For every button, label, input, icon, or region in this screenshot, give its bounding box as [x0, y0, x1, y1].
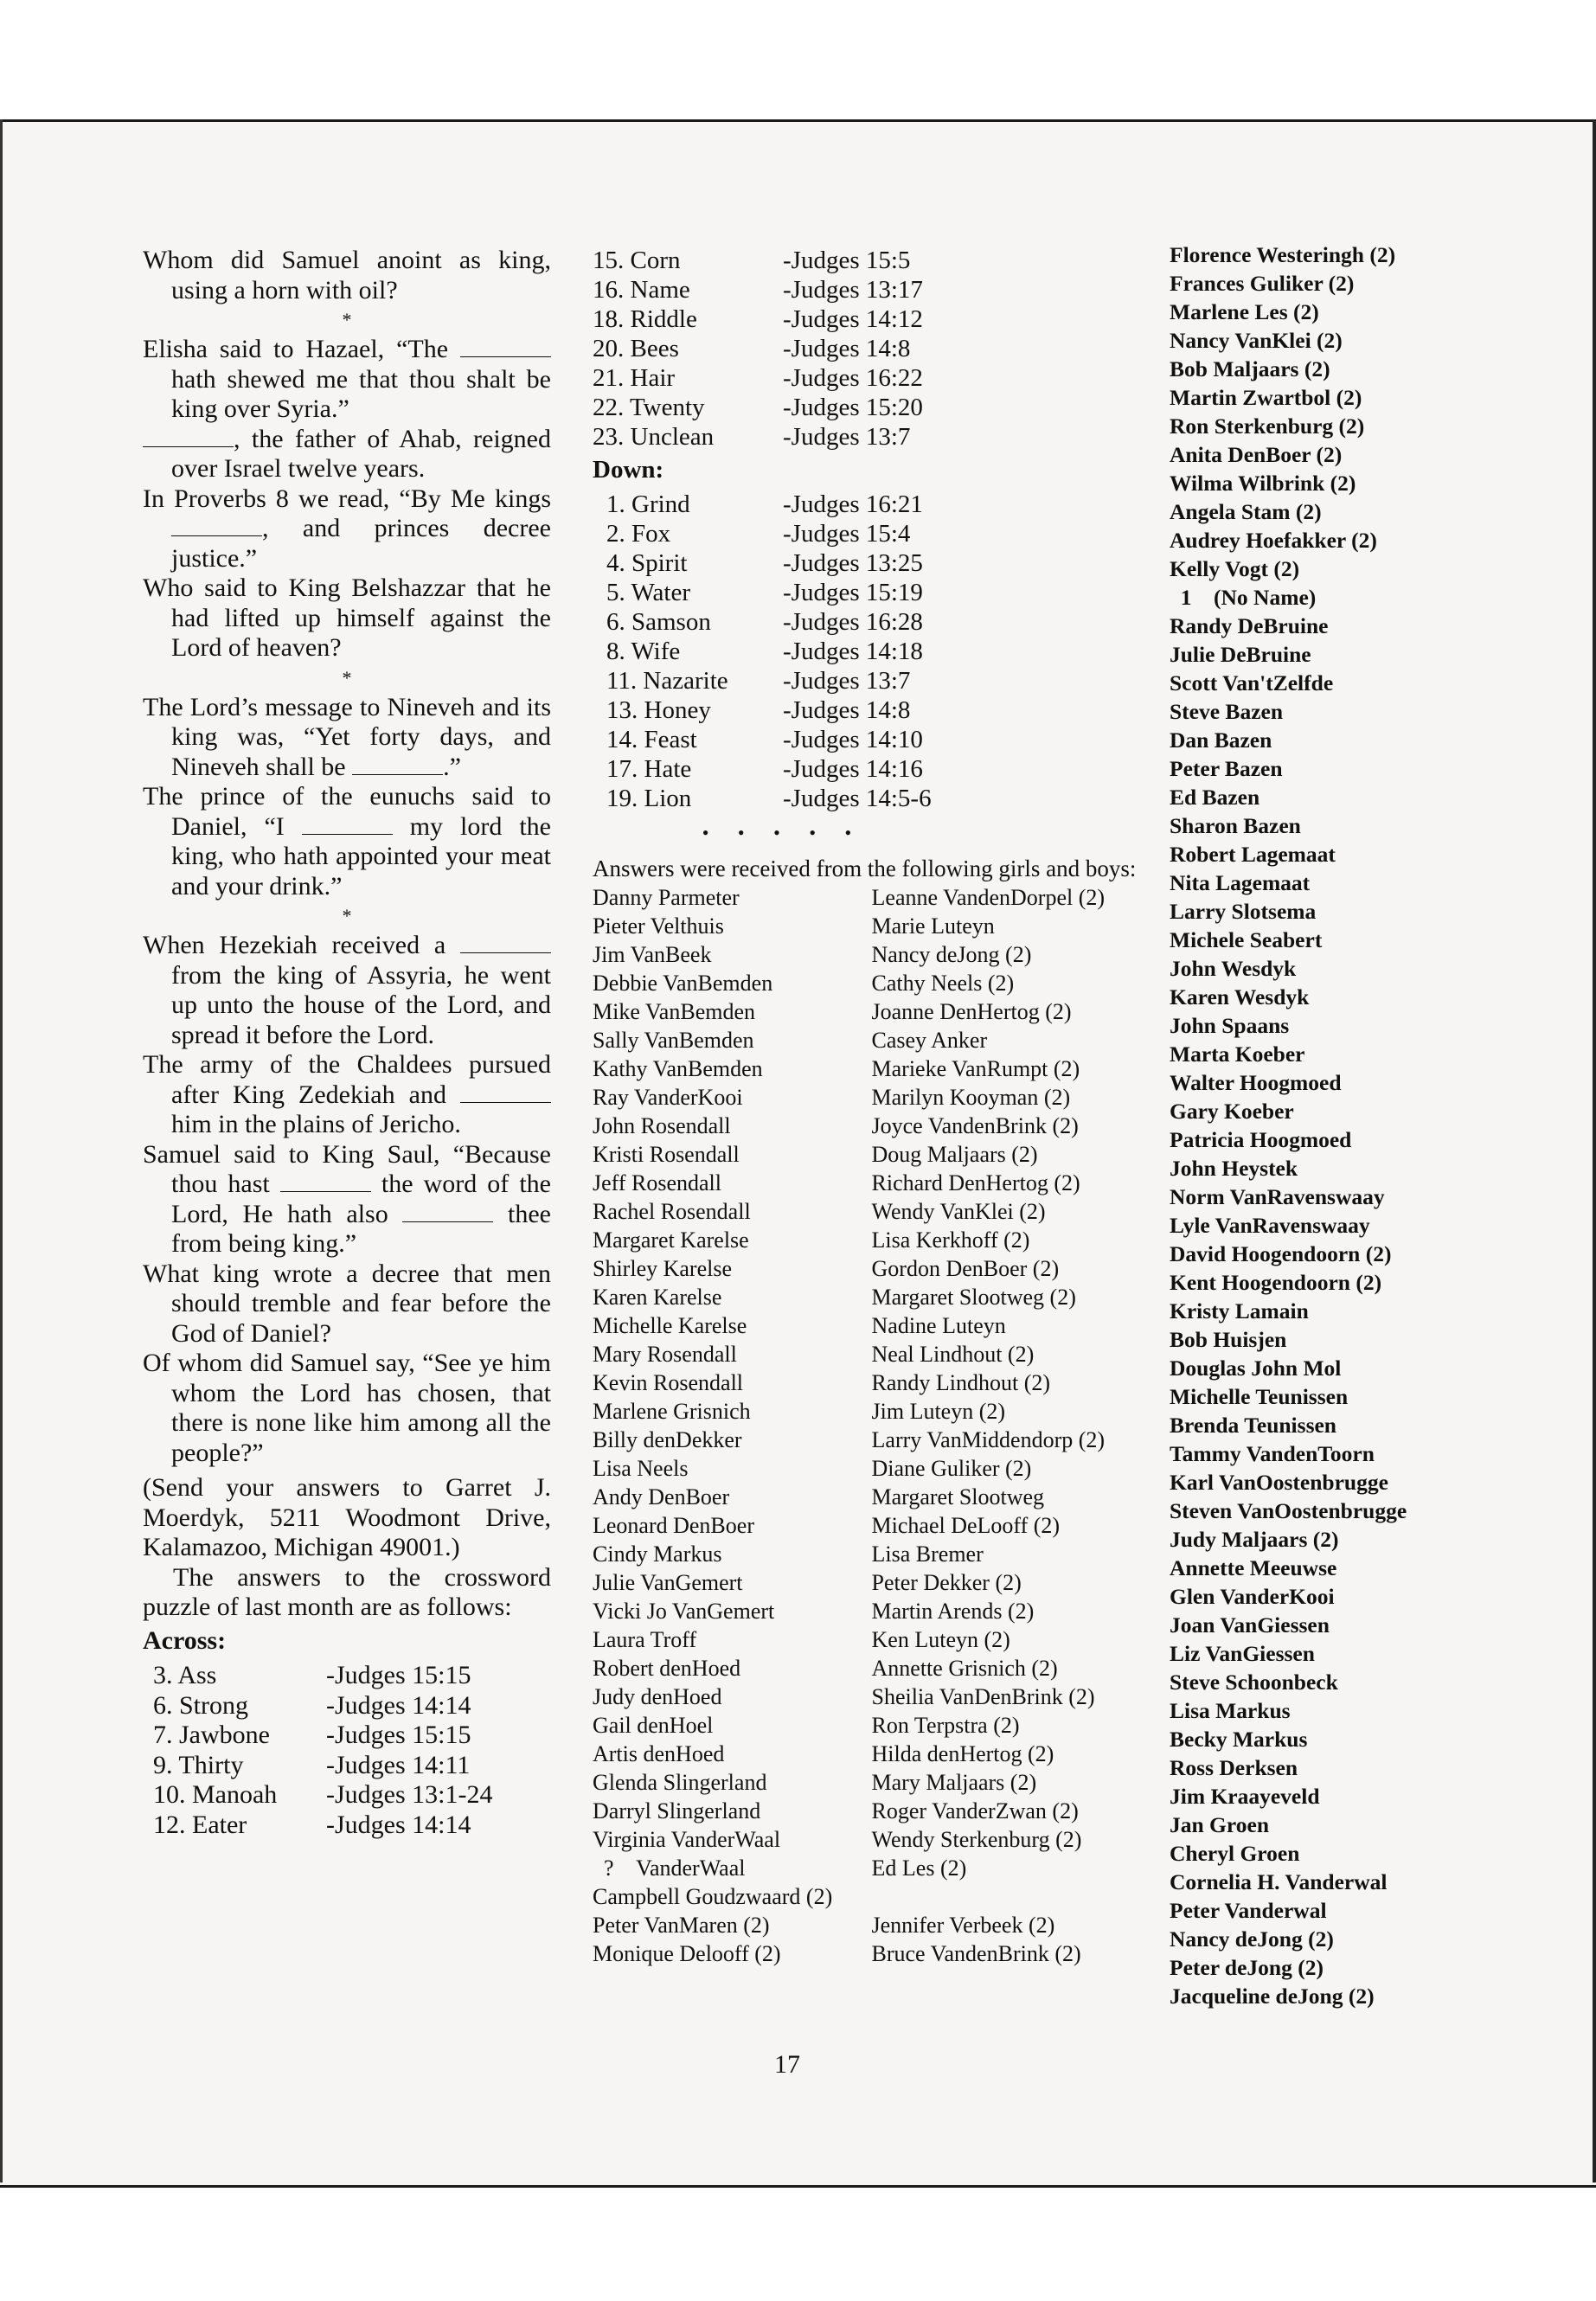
contributor-name: Cindy Markus — [593, 1541, 722, 1567]
question-text: , the father of Ahab, reigned over Israel twelve years. — [171, 424, 551, 483]
answer-row — [593, 695, 932, 725]
contributor-name: Jennifer Verbeek (2) — [871, 1913, 1055, 1938]
contributor-name: Judy Maljaars (2) — [1170, 1527, 1339, 1552]
contributor-name: Billy denDekker — [593, 1427, 742, 1452]
contributor-name: Jim Luteyn (2) — [871, 1399, 1006, 1424]
names-column-b — [872, 883, 1155, 1968]
question-text: The prince of the eunuchs said to Daniel, “I — [143, 782, 551, 841]
answer-word: 10. Manoah — [153, 1780, 278, 1809]
contributor-name: Dan Bazen — [1170, 727, 1272, 753]
contributor-name: Ron Terpstra (2) — [871, 1713, 1020, 1738]
question-text: The army of the Chaldees pursued after King Zedekiah and — [143, 1050, 551, 1109]
answer-row — [593, 548, 932, 578]
question-text: my lord the king, who hath appointed your meat and your drink.” — [171, 811, 551, 901]
answer-word: 13. Honey — [606, 696, 711, 724]
contributor-name: Karen Karelse — [593, 1285, 722, 1310]
contributor-name: Bob Maljaars (2) — [1170, 356, 1330, 381]
contributor-name: Richard DenHertog (2) — [871, 1170, 1080, 1195]
contributor-name: Scott Van'tZelfde — [1170, 670, 1334, 695]
answer-reference: -Judges 14:16 — [783, 755, 923, 783]
answer-row — [143, 1751, 492, 1781]
question-text: Who said to King Belshazzar that he had lifted up himself against the Lord of heaven? — [143, 574, 551, 662]
contributor-name: Ron Sterkenburg (2) — [1170, 413, 1365, 439]
question — [143, 425, 551, 484]
answer-row — [593, 275, 923, 304]
contributor-name: Peter Dekker (2) — [871, 1570, 1022, 1595]
contributor-name: Joanne DenHertog (2) — [871, 999, 1072, 1024]
answer-row — [593, 246, 923, 275]
answer-row — [593, 784, 932, 813]
contributor-name: Michael DeLooff (2) — [871, 1513, 1061, 1538]
contributor-name: Tammy VandenToorn — [1170, 1441, 1375, 1466]
contributor-name: Jan Groen — [1170, 1812, 1269, 1837]
contributor-name: Norm VanRavenswaay — [1170, 1184, 1385, 1209]
contributor-name: Wilma Wilbrink (2) — [1170, 471, 1356, 496]
answer-word: 19. Lion — [606, 785, 692, 812]
answers-column — [593, 246, 1155, 1968]
contributor-name: Michele Seabert — [1170, 927, 1323, 952]
question — [143, 574, 551, 663]
question-text: Samuel said to King Saul, “Because thou hast — [143, 1139, 551, 1198]
contributor-name: Nadine Luteyn — [871, 1313, 1006, 1338]
contributor-name: Casey Anker — [871, 1028, 988, 1053]
answer-word: 5. Water — [606, 579, 690, 606]
contributor-name: Randy Lindhout (2) — [871, 1370, 1051, 1395]
answer-reference: -Judges 14:18 — [783, 638, 923, 665]
across-answers-table-continued — [593, 246, 923, 452]
contributor-name: Cheryl Groen — [1170, 1841, 1300, 1866]
contributor-name: Shirley Karelse — [593, 1256, 733, 1281]
contributor-name: Glen VanderKooi — [1170, 1584, 1335, 1609]
answer-row — [593, 519, 932, 548]
answer-word: 1. Grind — [606, 490, 690, 518]
contributor-name: Wendy Sterkenburg (2) — [871, 1827, 1082, 1852]
contributor-name: Wendy VanKlei (2) — [871, 1199, 1046, 1224]
answer-reference: -Judges 15:20 — [783, 394, 923, 421]
answer-word: 8. Wife — [606, 638, 681, 665]
contributor-name: Marieke VanRumpt (2) — [871, 1056, 1080, 1081]
contributor-name: Florence Westeringh (2) — [1170, 242, 1396, 267]
answer-blank — [143, 427, 234, 447]
contributor-name: Vicki Jo VanGemert — [593, 1599, 775, 1624]
answer-word: 18. Riddle — [593, 305, 697, 333]
contributor-name: Brenda Teunissen — [1170, 1413, 1336, 1438]
contributor-name: Steven VanOostenbrugge — [1170, 1498, 1407, 1523]
page-number: 17 — [774, 2050, 800, 2079]
contributor-name: Julie DeBruine — [1170, 642, 1311, 667]
contributor-name: Joyce VandenBrink (2) — [871, 1113, 1079, 1138]
separator-dots: • • • • • — [702, 822, 864, 843]
answer-row — [593, 754, 932, 784]
contributor-name: Cornelia H. Vanderwal — [1170, 1869, 1388, 1894]
contributor-name: Ross Derksen — [1170, 1755, 1298, 1780]
contributor-name: Lisa Markus — [1170, 1698, 1291, 1723]
contributor-name: Annette Grisnich (2) — [871, 1656, 1058, 1681]
answer-reference: -Judges 16:28 — [783, 608, 923, 636]
answer-row — [593, 578, 932, 607]
contributor-name: Gail denHoel — [593, 1713, 714, 1738]
contributor-name: Lisa Kerkhoff (2) — [871, 1227, 1030, 1253]
contributor-name: Bruce VandenBrink (2) — [871, 1941, 1081, 1966]
contributor-name: Mary Rosendall — [593, 1342, 737, 1367]
answer-word: 6. Samson — [606, 608, 711, 636]
contributor-name: Walter Hoogmoed — [1170, 1070, 1342, 1095]
across-answers-table — [143, 1661, 492, 1840]
contributor-name: Jacqueline deJong (2) — [1170, 1984, 1375, 2009]
contributor-name: Marlene Les (2) — [1170, 299, 1319, 324]
question-text: .” — [443, 752, 461, 781]
star-separator: * — [342, 905, 352, 926]
question — [143, 931, 551, 1050]
contributor-name: Margaret Slootweg (2) — [871, 1285, 1076, 1310]
contributor-name: Robert Lagemaat — [1170, 842, 1336, 867]
question-text: Of whom did Samuel say, “See ye him whom the Lord has chosen, that there is none like him among all the people?” — [143, 1349, 551, 1467]
down-heading: Down: — [593, 456, 664, 484]
contributor-name: Virginia VanderWaal — [593, 1827, 781, 1852]
contributor-name: Liz VanGiessen — [1170, 1641, 1315, 1666]
question-text: The Lord’s message to Nineveh and its king was, “Yet forty days, and Nineveh shall be — [143, 692, 551, 781]
contributor-name: Michelle Karelse — [593, 1313, 747, 1338]
answer-blank — [302, 815, 393, 835]
contributor-name: Karen Wesdyk — [1170, 984, 1310, 1009]
star-separator: * — [342, 309, 352, 330]
down-answers-table — [593, 490, 932, 813]
answer-reference: -Judges 15:4 — [783, 520, 911, 548]
answer-word: 7. Jawbone — [153, 1721, 270, 1749]
answer-reference: -Judges 16:22 — [783, 364, 923, 392]
answer-blank — [171, 516, 262, 536]
contributor-name: Margaret Karelse — [593, 1227, 749, 1253]
contributor-name: Leonard DenBoer — [593, 1513, 754, 1538]
contributor-name: Ed Bazen — [1170, 785, 1260, 810]
contributor-name: Kathy VanBemden — [593, 1056, 763, 1081]
answer-blank — [460, 1083, 551, 1103]
names-column-c — [1170, 240, 1550, 2010]
answer-blank — [460, 337, 551, 357]
contributor-name: John Spaans — [1170, 1013, 1290, 1038]
contributor-name: Darryl Slingerland — [593, 1798, 761, 1823]
question-text: hath shewed me that thou shalt be king over Syria.” — [171, 364, 551, 423]
answer-row — [593, 490, 932, 519]
contributor-name: Hilda denHertog (2) — [871, 1741, 1054, 1766]
contributor-name: Julie VanGemert — [593, 1570, 743, 1595]
answer-word: 20. Bees — [593, 335, 679, 362]
contributor-name: Gordon DenBoer (2) — [871, 1256, 1060, 1281]
question-text: from the king of Assyria, he went up unto the house of the Lord, and spread it before the Lord. — [171, 960, 551, 1049]
question — [143, 1259, 551, 1349]
contributor-name: Cathy Neels (2) — [871, 971, 1015, 996]
answer-reference: -Judges 14:14 — [326, 1810, 471, 1839]
answers-intro: The answers to the crossword puzzle of last month are as follows: — [143, 1562, 551, 1621]
contributor-name: Angela Stam (2) — [1170, 499, 1322, 524]
question-text: the word of the Lord, He hath also — [171, 1170, 551, 1228]
contributor-name: Anita DenBoer (2) — [1170, 442, 1343, 467]
contributor-name: Diane Guliker (2) — [871, 1456, 1032, 1481]
answer-reference: -Judges 14:5-6 — [783, 785, 932, 812]
contributor-name: Peter Vanderwal — [1170, 1898, 1327, 1923]
contributor-name: Gary Koeber — [1170, 1099, 1294, 1124]
answer-word: 17. Hate — [606, 755, 692, 783]
contributor-name: Andy DenBoer — [593, 1484, 730, 1509]
answer-reference: -Judges 14:14 — [326, 1690, 471, 1720]
contributor-name: Monique Delooff (2) — [593, 1941, 781, 1966]
contributor-name: Frances Guliker (2) — [1170, 271, 1355, 296]
answer-reference: -Judges 13:25 — [783, 549, 923, 577]
answer-row — [143, 1811, 492, 1841]
page-right-edge — [1593, 119, 1596, 2182]
answer-reference: -Judges 15:15 — [326, 1661, 471, 1689]
contributor-name: Campbell Goudzwaard (2) — [593, 1884, 833, 1909]
answer-row — [593, 666, 932, 695]
contributor-name: Audrey Hoefakker (2) — [1170, 528, 1377, 553]
send-answers-note: (Send your answers to Garret J. Moerdyk, 5211 Woodmont Drive, Kalamazoo, Michigan 49001.) — [143, 1473, 551, 1561]
contributor-name: Larry Slotsema — [1170, 899, 1317, 924]
contributor-name: Marta Koeber — [1170, 1042, 1305, 1067]
contributor-name: Nancy VanKlei (2) — [1170, 328, 1343, 353]
contributor-name: Roger VanderZwan (2) — [871, 1798, 1079, 1823]
answer-row — [143, 1780, 492, 1811]
contributor-name: Peter deJong (2) — [1170, 1955, 1324, 1980]
answer-word: 11. Nazarite — [606, 667, 728, 695]
contributor-name: Peter Bazen — [1170, 756, 1283, 781]
contributor-name: Nancy deJong (2) — [871, 942, 1032, 967]
question-text: him in the plains of Jericho. — [171, 1110, 461, 1138]
contributor-name: Jeff Rosendall — [593, 1170, 721, 1195]
contributor-name: Judy denHoed — [593, 1684, 722, 1709]
answer-row — [593, 334, 923, 363]
answer-row — [593, 304, 923, 334]
question — [143, 1140, 551, 1259]
contributor-name: Martin Zwartbol (2) — [1170, 385, 1362, 410]
contributor-name: Rachel Rosendall — [593, 1199, 751, 1224]
question-list — [143, 246, 551, 1468]
across-heading: Across: — [143, 1625, 227, 1655]
question — [143, 484, 551, 574]
page-left-edge — [0, 119, 3, 2182]
contributor-name: Kristy Lamain — [1170, 1298, 1309, 1324]
contributor-name: Glenda Slingerland — [593, 1770, 767, 1795]
contributor-name: Ed Les (2) — [871, 1856, 967, 1881]
contributor-name: Joan VanGiessen — [1170, 1612, 1330, 1638]
contributor-name: Nita Lagemaat — [1170, 870, 1311, 895]
question — [143, 335, 551, 425]
answer-reference: -Judges 14:11 — [326, 1750, 471, 1779]
answer-reference: -Judges 13:7 — [783, 423, 911, 451]
answer-word: 23. Unclean — [593, 423, 715, 451]
answer-word: 9. Thirty — [153, 1750, 244, 1779]
question-text: In Proverbs 8 we read, “By Me kings — [143, 484, 551, 513]
answer-reference: -Judges 14:10 — [783, 726, 923, 753]
contributor-name: Leanne VandenDorpel (2) — [871, 885, 1106, 910]
contributor-name: Kelly Vogt (2) — [1170, 556, 1300, 581]
contributor-name: John Wesdyk — [1170, 956, 1297, 981]
names-column-a — [593, 883, 872, 1968]
contributor-name: Ray VanderKooi — [593, 1085, 743, 1110]
answer-row — [593, 393, 923, 422]
answer-word: 2. Fox — [606, 520, 671, 548]
answer-reference: -Judges 14:8 — [783, 335, 911, 362]
contributor-name: Lisa Neels — [593, 1456, 689, 1481]
contributor-name: John Rosendall — [593, 1113, 731, 1138]
contributor-name: Mary Maljaars (2) — [871, 1770, 1037, 1795]
answer-row — [593, 607, 932, 637]
answer-reference: -Judges 15:15 — [326, 1721, 471, 1749]
answer-word: 12. Eater — [153, 1810, 247, 1839]
contributor-name: Mike VanBemden — [593, 999, 755, 1024]
question-text: What king wrote a decree that men should tremble and fear before the God of Daniel? — [143, 1259, 551, 1348]
question — [143, 782, 551, 901]
answer-word: 6. Strong — [153, 1690, 249, 1720]
answer-row — [593, 363, 923, 393]
contributor-name: Marlene Grisnich — [593, 1399, 751, 1424]
contributor-name: Kevin Rosendall — [593, 1370, 744, 1395]
question-text: When Hezekiah received a — [143, 931, 460, 959]
contributor-name: Nancy deJong (2) — [1170, 1926, 1334, 1952]
answer-word: 14. Feast — [606, 726, 697, 753]
question-text: thee from being king.” — [171, 1199, 551, 1258]
contributor-name: Patricia Hoogmoed — [1170, 1127, 1352, 1152]
answer-blank — [352, 755, 443, 775]
contributor-name: Douglas John Mol — [1170, 1356, 1342, 1381]
question — [143, 1050, 551, 1140]
contributor-name — [872, 1882, 1155, 1911]
answer-word: 22. Twenty — [593, 394, 705, 421]
contributor-name: Danny Parmeter — [593, 885, 740, 910]
contributor-name: Michelle Teunissen — [1170, 1384, 1349, 1409]
contributor-name: Jim VanBeek — [593, 942, 712, 967]
contributor-name: David Hoogendoorn (2) — [1170, 1241, 1392, 1266]
contributor-name: Margaret Slootweg — [871, 1484, 1045, 1509]
contributor-name: John Heystek — [1170, 1156, 1298, 1181]
contributor-name: Bob Huisjen — [1170, 1327, 1287, 1352]
contributor-name: Artis denHoed — [593, 1741, 725, 1766]
contributor-name: Ken Luteyn (2) — [871, 1627, 1010, 1652]
answer-reference: -Judges 13:17 — [783, 276, 923, 304]
contributor-name: Martin Arends (2) — [871, 1599, 1035, 1624]
answer-blank — [402, 1202, 493, 1222]
answer-reference: -Judges 15:19 — [783, 579, 923, 606]
answer-reference: -Judges 13:1-24 — [326, 1780, 493, 1809]
contributor-name: Sharon Bazen — [1170, 813, 1301, 838]
star-separator: * — [342, 666, 352, 689]
contributor-name: Steve Schoonbeck — [1170, 1670, 1338, 1695]
contributor-name: Steve Bazen — [1170, 699, 1284, 724]
answer-word: 16. Name — [593, 276, 690, 304]
answer-word: 4. Spirit — [606, 549, 688, 577]
contributor-name: Neal Lindhout (2) — [871, 1342, 1035, 1367]
answer-row — [593, 422, 923, 452]
answer-blank — [280, 1172, 371, 1192]
answer-blank — [460, 933, 551, 953]
received-intro: Answers were received from the following girls and boys: — [593, 856, 1137, 881]
answer-row — [593, 725, 932, 754]
answer-row — [143, 1721, 492, 1751]
contributor-name: Larry VanMiddendorp (2) — [871, 1427, 1106, 1452]
answer-row — [143, 1691, 492, 1721]
contributor-name: Robert denHoed — [593, 1656, 741, 1681]
answer-row — [593, 637, 932, 666]
names-list — [593, 883, 1155, 1968]
contributor-name: Sheilia VanDenBrink (2) — [871, 1684, 1095, 1709]
contributor-name: Becky Markus — [1170, 1727, 1308, 1752]
contributor-name: Lyle VanRavenswaay — [1170, 1213, 1370, 1238]
answer-reference: -Judges 14:12 — [783, 305, 923, 333]
question — [143, 1349, 551, 1468]
contributor-name: Pieter Velthuis — [593, 913, 724, 939]
answer-reference: -Judges 15:5 — [783, 247, 911, 274]
contributor-name: Debbie VanBemden — [593, 971, 773, 996]
question-text: Whom did Samuel anoint as king, using a horn with oil? — [143, 246, 551, 304]
answer-word: 15. Corn — [593, 247, 681, 274]
answer-word: 21. Hair — [593, 364, 676, 392]
contributor-name: Marie Luteyn — [871, 913, 995, 939]
contributor-name: Sally VanBemden — [593, 1028, 754, 1053]
contributor-name: 1 (No Name) — [1170, 585, 1317, 610]
answer-word: 3. Ass — [153, 1661, 217, 1689]
contributor-name: Kent Hoogendoorn (2) — [1170, 1270, 1382, 1295]
contributor-name: Randy DeBruine — [1170, 613, 1329, 638]
question — [143, 246, 551, 305]
answer-reference: -Judges 16:21 — [783, 490, 923, 518]
contributor-name: Karl VanOostenbrugge — [1170, 1470, 1388, 1495]
answer-reference: -Judges 14:8 — [783, 696, 911, 724]
questions-column — [143, 246, 551, 1840]
contributor-name: Doug Maljaars (2) — [871, 1142, 1038, 1167]
answer-row — [143, 1661, 492, 1691]
contributor-name: Jim Kraayeveld — [1170, 1784, 1320, 1809]
contributor-name: Lisa Bremer — [871, 1541, 984, 1567]
question-text: , and princes decree justice.” — [171, 514, 551, 573]
contributor-name: Laura Troff — [593, 1627, 697, 1652]
answer-reference: -Judges 13:7 — [783, 667, 911, 695]
contributor-name: Marilyn Kooyman (2) — [871, 1085, 1071, 1110]
contributor-name: ? VanderWaal — [593, 1856, 746, 1881]
contributor-name: Kristi Rosendall — [593, 1142, 740, 1167]
contributor-name: Peter VanMaren (2) — [593, 1913, 770, 1938]
question-text: Elisha said to Hazael, “The — [143, 335, 460, 363]
question — [143, 693, 551, 783]
contributor-name: Annette Meeuwse — [1170, 1555, 1337, 1580]
